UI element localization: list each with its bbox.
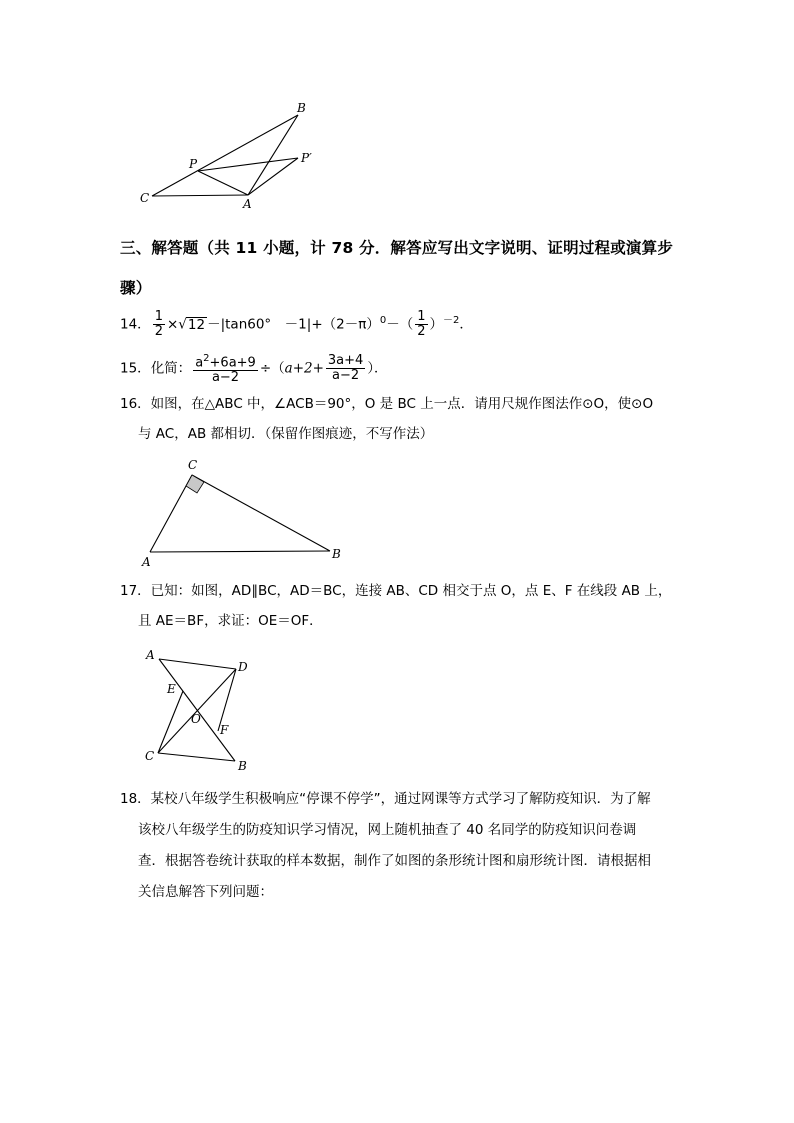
- segment-AC: [150, 475, 192, 552]
- q15-number: 15．: [120, 360, 151, 377]
- q14-close: ）: [429, 316, 443, 333]
- q14-frac2-num: 1: [417, 309, 426, 324]
- q15-a2: a+2+: [284, 360, 324, 377]
- q15-num-a: a: [195, 355, 204, 371]
- q15-fraction-1: [193, 352, 258, 385]
- q14-sqrt-value: 12: [187, 316, 206, 333]
- q14-fraction-half-2: [415, 310, 427, 339]
- q15-frac2-num: 3a+4: [327, 353, 364, 369]
- figure-triangle-rotation: [130, 100, 330, 215]
- q14-exp0: 0: [379, 315, 387, 326]
- label-F: F: [220, 723, 229, 737]
- segment-AD: [159, 659, 236, 669]
- label-C: C: [188, 458, 198, 472]
- label-E: E: [167, 682, 176, 696]
- question-18-line4: 关信息解答下列问题：: [138, 884, 273, 900]
- label-P: P: [189, 157, 198, 171]
- q14-frac-den: 2: [154, 324, 163, 339]
- q14-end: ．: [459, 316, 473, 333]
- q15-frac1-num: [193, 352, 258, 371]
- q14-mid: －|tan60° －1|+（2－π）: [207, 316, 380, 333]
- segment-CA: [152, 195, 248, 196]
- section3-title-line2: 骤）: [120, 279, 152, 297]
- figure-right-triangle: [136, 455, 346, 570]
- q14-exp-neg2: －2: [443, 315, 460, 326]
- figure-parallel-segments: [140, 645, 260, 775]
- section3-title-line1: 三、解答题（共 11 小题，计 78 分．解答应写出文字说明、证明过程或演算步: [120, 239, 674, 257]
- q15-num-rest: +6a+9: [209, 355, 256, 371]
- q14-number: 14．: [120, 316, 151, 333]
- question-18-line1: 18．某校八年级学生积极响应“停课不停学”，通过网课等方式学习了解防疫知识．为了解: [120, 791, 651, 807]
- segment-CB: [158, 753, 235, 761]
- q15-num-exp: 2: [203, 353, 210, 364]
- q14-frac2-den: 2: [417, 324, 426, 339]
- segment-PA: [198, 171, 248, 195]
- q14-frac-num: 1: [154, 309, 163, 324]
- segment-AB: [248, 115, 298, 195]
- question-17-line1: 17．已知：如图，AD∥BC，AD＝BC，连接 AB、CD 相交于点 O，点 E、F 在线段 AB 上，: [120, 583, 672, 599]
- q15-div: ÷（: [259, 360, 285, 377]
- question-14: [120, 310, 473, 339]
- q15-label: 化简：: [150, 360, 192, 377]
- q14-times: ×: [166, 316, 179, 333]
- q15-fraction-2: [326, 354, 365, 383]
- segment-AB: [150, 551, 330, 552]
- label-B: B: [297, 101, 306, 115]
- label-A: A: [243, 197, 252, 211]
- question-18-line2: 该校八年级学生的防疫知识学习情况，网上随机抽查了 40 名同学的防疫知识问卷调: [138, 822, 637, 838]
- right-angle-mark: [186, 475, 204, 493]
- label-O: O: [191, 712, 201, 726]
- q14-fraction-half: [153, 310, 165, 339]
- question-16-line2: 与 AC，AB 都相切．（保留作图痕迹，不写作法）: [138, 426, 434, 442]
- label-C: C: [145, 749, 155, 763]
- q15-frac2-den: a−2: [332, 368, 360, 384]
- label-D: D: [238, 660, 248, 674]
- label-B: B: [238, 759, 247, 773]
- label-A: A: [146, 648, 155, 662]
- label-C: C: [140, 191, 150, 205]
- segment-CB: [192, 475, 330, 551]
- label-P-prime: P′: [301, 151, 312, 165]
- question-16-line1: 16．如图，在△ABC 中，∠ACB＝90°，O 是 BC 上一点．请用尺规作图法作⊙O，使⊙O: [120, 396, 654, 412]
- q15-end: ）．: [367, 360, 388, 377]
- question-17-line2: 且 AE＝BF，求证：OE＝OF．: [138, 613, 323, 629]
- segment-CE: [158, 691, 183, 753]
- label-B: B: [332, 547, 341, 561]
- label-A: A: [142, 555, 151, 569]
- q14-minus-open: －（: [386, 316, 414, 333]
- q15-frac1-den: a−2: [211, 370, 240, 386]
- question-18-line3: 查．根据答卷统计获取的样本数据，制作了如图的条形统计图和扇形统计图．请根据相: [138, 853, 651, 869]
- question-15: [120, 352, 388, 385]
- q14-sqrt-sign: √: [178, 316, 187, 333]
